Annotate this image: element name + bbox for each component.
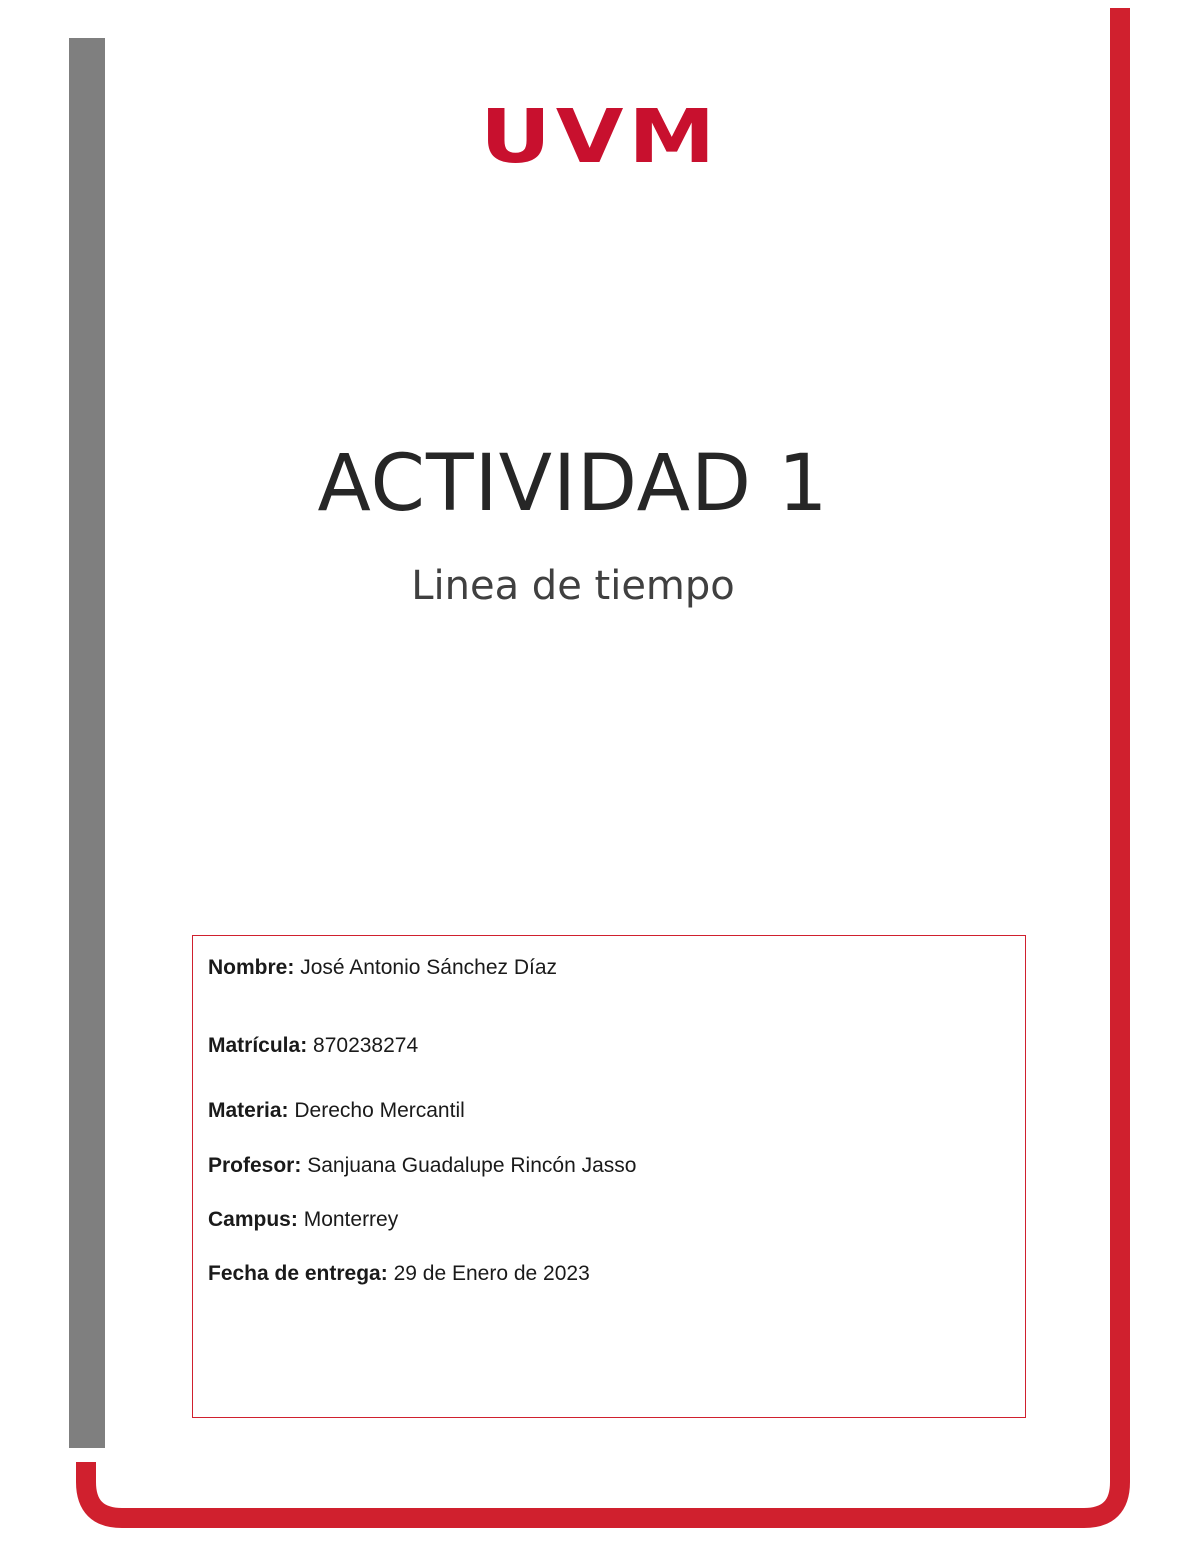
info-matricula xyxy=(208,1034,418,1058)
info-materia xyxy=(208,1099,465,1123)
fecha-value: 29 de Enero de 2023 xyxy=(393,1262,590,1285)
matricula-value: 870238274 xyxy=(313,1034,419,1057)
info-profesor xyxy=(208,1154,636,1178)
campus-label: Campus: xyxy=(208,1208,298,1231)
student-info-box xyxy=(192,935,1026,1418)
nombre-value: José Antonio Sánchez Díaz xyxy=(300,956,558,979)
materia-label: Materia: xyxy=(208,1099,289,1122)
campus-value: Monterrey xyxy=(303,1208,399,1231)
uvm-logo-text: UVM xyxy=(480,104,720,166)
info-fecha xyxy=(208,1262,590,1286)
info-nombre xyxy=(208,956,557,980)
info-campus xyxy=(208,1208,398,1232)
profesor-value: Sanjuana Guadalupe Rincón Jasso xyxy=(307,1154,637,1177)
document-title: ACTIVIDAD 1 xyxy=(317,439,829,529)
nombre-label: Nombre: xyxy=(208,956,295,979)
profesor-label: Profesor: xyxy=(208,1154,302,1177)
uvm-logo xyxy=(478,104,722,166)
document-subtitle: Linea de tiempo xyxy=(411,563,735,609)
fecha-label: Fecha de entrega: xyxy=(208,1262,388,1285)
matricula-label: Matrícula: xyxy=(208,1034,308,1057)
materia-value: Derecho Mercantil xyxy=(294,1099,465,1122)
